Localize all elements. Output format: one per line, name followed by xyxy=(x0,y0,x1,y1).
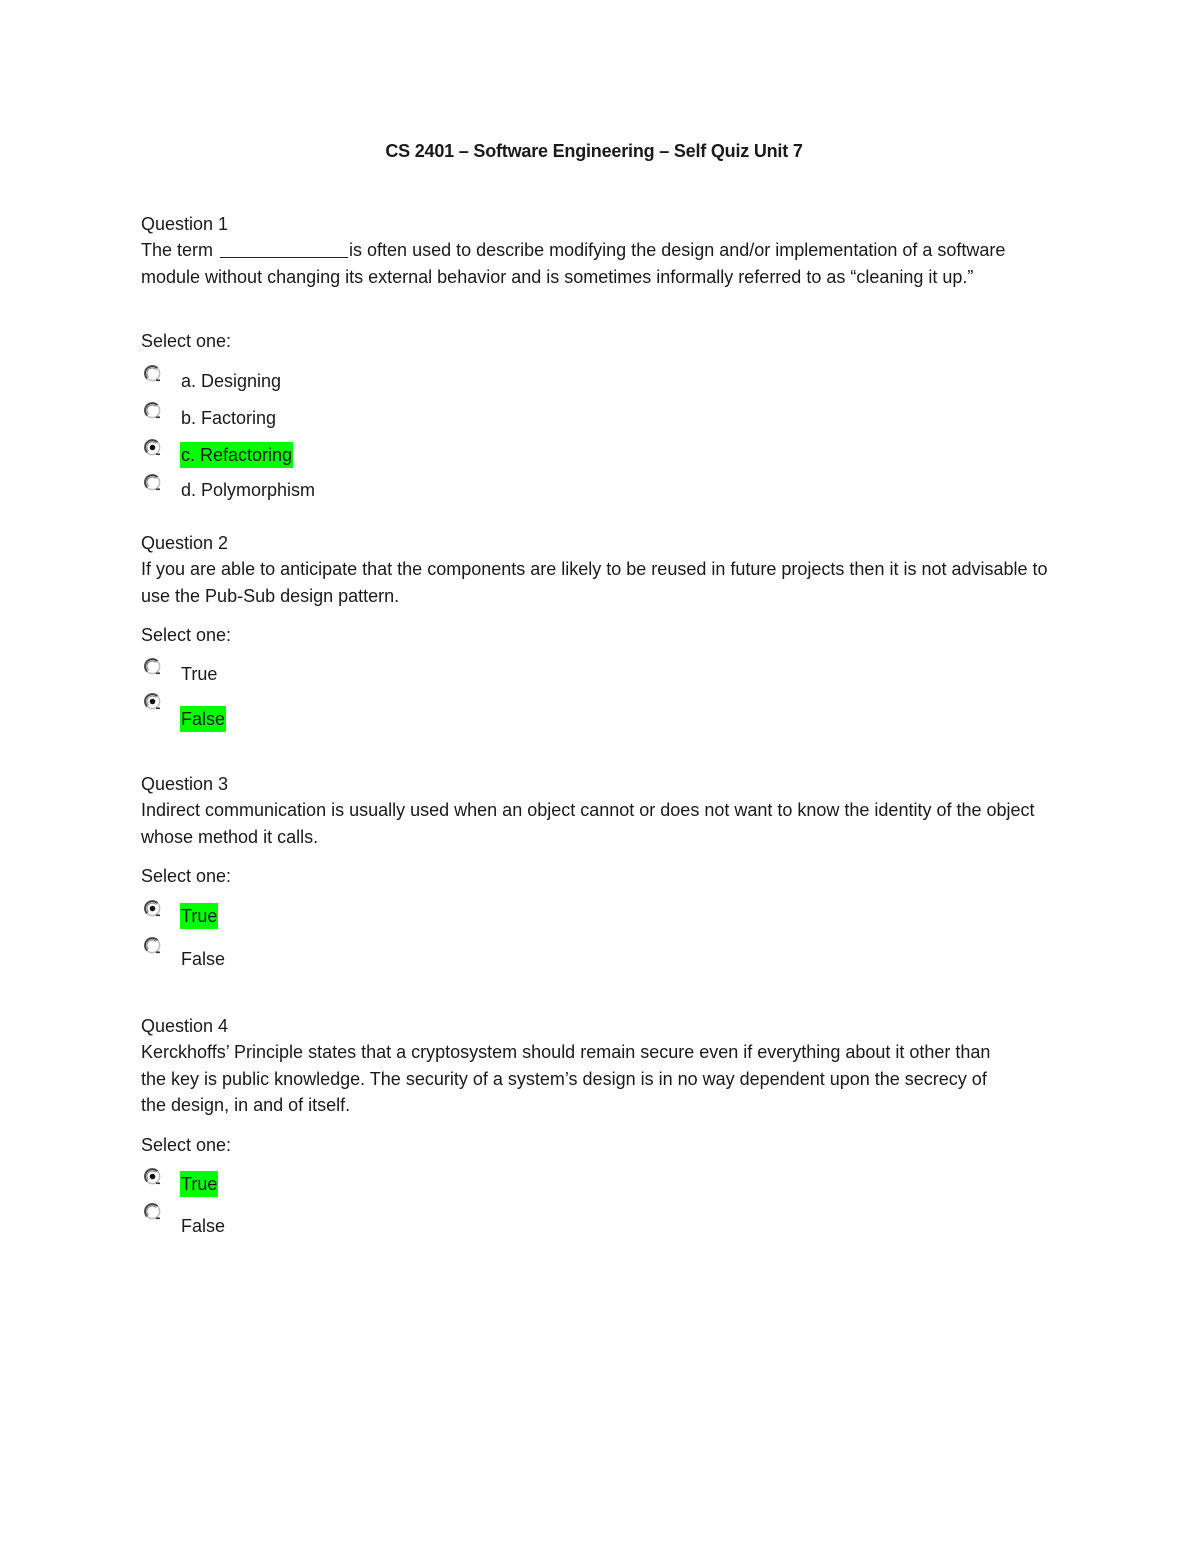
radio-unselected-icon[interactable] xyxy=(143,936,163,956)
option-label: False xyxy=(181,1216,226,1236)
document-title: CS 2401 – Software Engineering – Self Quiz Unit 7 xyxy=(385,141,803,161)
radio-unselected-icon[interactable] xyxy=(143,364,163,384)
option-label: b. Factoring xyxy=(181,408,277,428)
question-text: Indirect communication is usually used when an object cannot or does not want to know the identity of the object whose method it calls. xyxy=(141,800,1035,847)
question-heading: Question 2 xyxy=(141,533,229,553)
question-1 xyxy=(141,211,1051,290)
option-label-highlighted: c. Refactoring xyxy=(180,442,293,468)
select-one-label: Select one: xyxy=(141,625,232,645)
option-label: True xyxy=(181,664,218,684)
question-text-rest: is often used to describe modifying the design and/or implementation of a software module without changing its external behavior and is sometimes informally referred to as “cleaning it up.” xyxy=(141,240,1006,287)
question-text xyxy=(141,237,1021,290)
option-label: False xyxy=(181,949,226,969)
answer-blank xyxy=(220,241,348,258)
radio-selected-icon[interactable] xyxy=(143,692,163,712)
question-text: Kerckhoffs’ Principle states that a cryptosystem should remain secure even if everything about it other than the key is public knowledge. The security of a system’s design is in no way dependent upon the secrecy of the design, in and of itself. xyxy=(141,1042,991,1115)
radio-unselected-icon[interactable] xyxy=(143,1202,163,1222)
option-label-highlighted: True xyxy=(180,903,218,929)
option-q2-false[interactable] xyxy=(141,700,741,730)
option-label-highlighted: False xyxy=(180,706,226,732)
option-q4-false[interactable] xyxy=(141,1210,741,1240)
select-one-label: Select one: xyxy=(141,866,232,886)
question-4 xyxy=(141,1013,1051,1119)
question-heading: Question 1 xyxy=(141,214,229,234)
select-one-label: Select one: xyxy=(141,1135,232,1155)
option-q1-c[interactable] xyxy=(141,446,741,476)
option-q1-d[interactable] xyxy=(141,481,741,511)
radio-unselected-icon[interactable] xyxy=(143,657,163,677)
question-2 xyxy=(141,530,1051,609)
option-label: d. Polymorphism xyxy=(181,480,316,500)
option-q1-a[interactable] xyxy=(141,372,741,402)
option-q4-true[interactable] xyxy=(141,1175,741,1205)
question-3 xyxy=(141,771,1051,850)
select-one-label: Select one: xyxy=(141,331,232,351)
option-label-highlighted: True xyxy=(180,1171,218,1197)
radio-unselected-icon[interactable] xyxy=(143,473,163,493)
question-heading: Question 3 xyxy=(141,774,229,794)
radio-selected-icon[interactable] xyxy=(143,899,163,919)
option-q2-true[interactable] xyxy=(141,665,741,695)
question-text-start: The term xyxy=(141,240,219,260)
radio-unselected-icon[interactable] xyxy=(143,401,163,421)
question-heading: Question 4 xyxy=(141,1016,229,1036)
option-q3-true[interactable] xyxy=(141,907,741,937)
radio-selected-icon[interactable] xyxy=(143,1167,163,1187)
option-label: a. Designing xyxy=(181,371,282,391)
option-q3-false[interactable] xyxy=(141,944,741,974)
option-q1-b[interactable] xyxy=(141,409,741,439)
radio-selected-icon[interactable] xyxy=(143,438,163,458)
question-text: If you are able to anticipate that the components are likely to be reused in future projects then it is not advisable to use the Pub-Sub design pattern. xyxy=(141,559,1048,606)
